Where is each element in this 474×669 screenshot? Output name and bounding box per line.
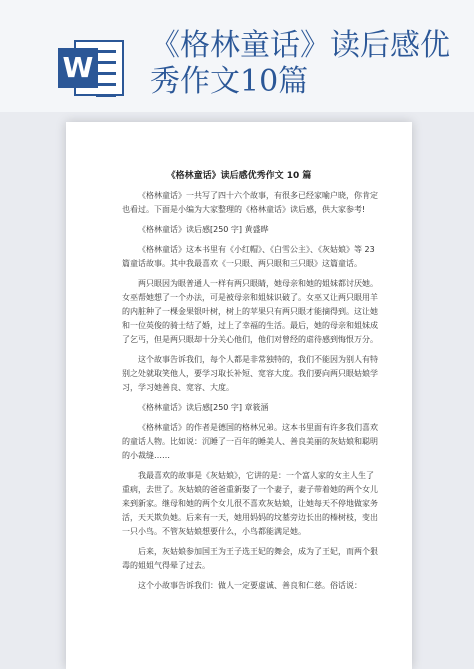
word-document-icon <box>58 38 126 98</box>
paragraph: 《格林童话》这本书里有《小红帽》、《白雪公主》、《灰姑娘》等 23 篇童话故事。其中我最喜欢《一只眼、两只眼和三只眼》这篇童话。 <box>122 245 375 268</box>
document-title: 《格林童话》读后感优秀作文 10 篇 <box>166 171 312 181</box>
paragraph: 《格林童话》读后感[250 字] 黄盛晔 <box>138 225 269 234</box>
paragraph: 两只眼因为眼普通人一样有两只眼睛，她母亲和她的姐妹都讨厌她。女巫帮她想了一个办法，可是被母亲和姐妹识破了。女巫又让两只眼用羊的内脏种了一棵金果银叶树，树上的苹果只有两只眼才能摘得到。这让她和一位英俊的骑士结了婚，过上了幸福的生活。最后，她的母亲和姐妹成了乞丐，但是两只眼却十分关心他们，他们对曾经的虐待感到悔恨万分。 <box>122 279 378 344</box>
document-body <box>66 189 412 593</box>
paragraph: 这个故事告诉我们，每个人都是非常独特的，我们不能因为别人有特别之处就取笑他人，要学习取长补短、宽容大度。我们要向两只眼姑娘学习，学习她善良、宽容、大度。 <box>122 355 378 392</box>
paragraph: 我最喜欢的故事是《灰姑娘》，它讲的是：一个富人家的女主人生了重病，去世了。灰姑娘的爸爸重新娶了一个妻子，妻子带着她的两个女儿来到新家。继母和她的两个女儿很不喜欢灰姑娘，让她每天不停地做家务活，天天欺负她。后来有一天，她用妈妈的坟墓旁边长出的榛树枝，变出一只小鸟。不管灰姑娘想要什么，小鸟都能满足她。 <box>122 471 378 536</box>
paragraph: 《格林童话》的作者是德国的格林兄弟。这本书里面有许多我们喜欢的童话人物。比如说：沉睡了一百年的睡美人、善良美丽的灰姑娘和聪明的小裁缝…… <box>122 423 378 460</box>
header-banner <box>0 0 474 112</box>
page-title: 《格林童话》读后感优秀作文10篇 <box>150 28 450 99</box>
paragraph: 《格林童话》读后感[250 字] 章筱涵 <box>138 403 269 412</box>
paragraph: 后来，灰姑娘参加国王为王子选王妃的舞会，成为了王妃，而两个狠毒的姐姐气得晕了过去。 <box>122 547 378 570</box>
paragraph: 这个小故事告诉我们：做人一定要虚诚、善良和仁慈。俗话说： <box>138 581 362 590</box>
paragraph: 《格林童话》一共写了四十六个故事，有很多已经家喻户晓，你肯定也看过。下面是小编为大家整理的《格林童话》读后感，供大家参考! <box>122 191 378 214</box>
document-page <box>66 122 412 669</box>
word-logo-badge: W <box>58 48 98 88</box>
